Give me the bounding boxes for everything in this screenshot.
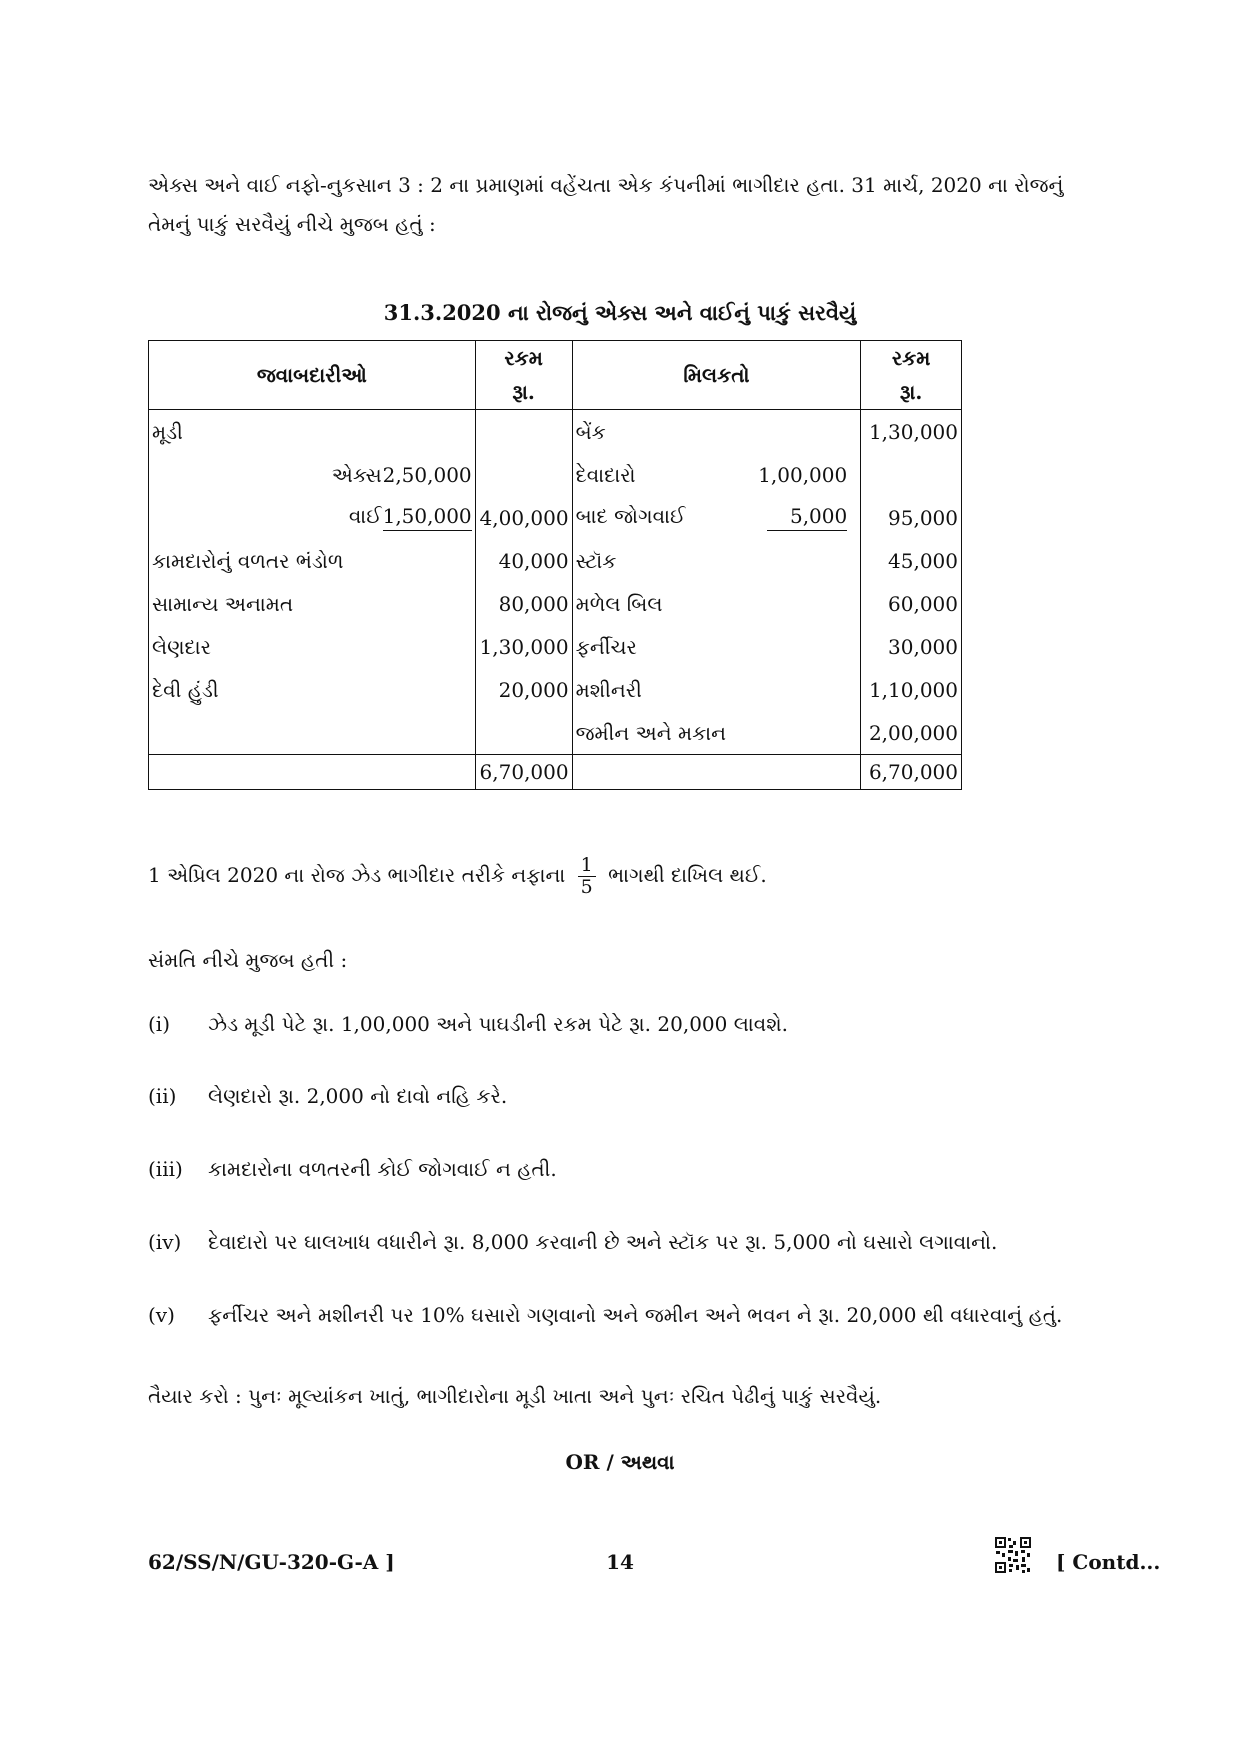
asset-amount: 45,000 — [861, 539, 962, 582]
table-row — [149, 496, 962, 539]
asset-label: ફર્નીચર — [572, 625, 861, 668]
assets-header: મિલકતો — [572, 341, 861, 410]
qr-code-icon — [994, 1536, 1032, 1574]
totals-row — [149, 755, 962, 790]
total-assets: 6,70,000 — [861, 755, 962, 790]
page-number: 14 — [606, 1550, 634, 1574]
list-item — [148, 1157, 557, 1181]
table-row — [149, 453, 962, 496]
bank-label: બેંક — [572, 410, 861, 454]
header-row — [149, 341, 962, 410]
liability-amount: 1,30,000 — [475, 625, 572, 668]
amount-header-bottom: રૂા. — [899, 380, 923, 404]
liabilities-header: જવાબદારીઓ — [149, 341, 476, 410]
item-number: (ii) — [148, 1084, 177, 1108]
table-row — [149, 582, 962, 625]
capital-label: મૂડી — [149, 410, 476, 454]
provision-amount: 5,000 — [767, 504, 847, 531]
item-number: (iii) — [148, 1157, 183, 1181]
agreement-heading: સંમતિ નીચે મુજબ હતી : — [148, 948, 348, 972]
asset-amount: 30,000 — [861, 625, 962, 668]
amount-header-top: રકમ — [891, 346, 931, 370]
item-number: (v) — [148, 1303, 175, 1327]
table-row — [149, 711, 962, 755]
liability-label: લેણદાર — [149, 625, 476, 668]
amount-header-top: રકમ — [504, 346, 543, 370]
item-text: કામદારોના વળતરની કોઈ જોગવાઈ ન હતી. — [208, 1157, 557, 1181]
admission-text-before: 1 એપ્રિલ 2020 ના રોજ ઝેડ ભાગીદાર તરીકે નફાના — [148, 862, 566, 887]
continued-note: [ Contd... — [1056, 1550, 1161, 1574]
asset-amount: 1,10,000 — [861, 668, 962, 711]
asset-label: મળેલ બિલ — [572, 582, 861, 625]
provision-label: બાદ જોગવાઈ — [575, 504, 686, 528]
table-row — [149, 410, 962, 454]
capital-total: 4,00,000 — [475, 496, 572, 539]
admission-text-after: ભાગથી દાખિલ થઈ. — [608, 862, 767, 887]
amount-header-bottom: રૂા. — [512, 380, 535, 404]
paper-code: 62/SS/N/GU-320-G-A ] — [148, 1550, 395, 1574]
x-capital-label: એક્સ — [331, 462, 382, 487]
or-separator: OR / અથવા — [565, 1450, 675, 1474]
y-capital-label: વાઈ — [348, 504, 382, 528]
list-item — [148, 1303, 1062, 1327]
item-number: (iv) — [148, 1230, 182, 1254]
item-text: ફર્નીચર અને મશીનરી પર 10% ઘસારો ગણવાનો અને જમીન અને ભવન ને રૂા. 20,000 થી વધારવાનું હતું. — [208, 1303, 1063, 1327]
list-item — [148, 1084, 507, 1108]
item-text: દેવાદારો પર ઘાલખાધ વધારીને રૂા. 8,000 કરવાની છે અને સ્ટૉક પર રૂા. 5,000 નો ઘસારો લગાવાનો. — [208, 1230, 998, 1254]
item-number: (i) — [148, 1012, 171, 1036]
table-row — [149, 539, 962, 582]
table-row — [149, 625, 962, 668]
liability-label: કામદારોનું વળતર ભંડોળ — [149, 539, 476, 582]
amount-header-right — [861, 341, 962, 410]
intro-paragraph: એક્સ અને વાઈ નફો-નુકસાન 3 : 2 ના પ્રમાણમાં વહેંચતા એક કંપનીમાં ભાગીદાર હતા. 31 માર્ચ, 2020 ના રોજનું તેમનું પાકું સરવૈયું નીચે મુજબ હતું : — [148, 173, 1064, 236]
debtors-label: દેવાદારો — [575, 462, 636, 487]
list-item — [148, 1230, 997, 1254]
liability-amount: 40,000 — [475, 539, 572, 582]
fraction-numerator: 1 — [578, 855, 596, 877]
asset-label: જમીન અને મકાન — [572, 711, 861, 755]
amount-header-left — [475, 341, 572, 410]
x-capital-amount: 2,50,000 — [382, 462, 472, 487]
asset-amount: 2,00,000 — [861, 711, 962, 755]
debtors-net-amount: 95,000 — [861, 496, 962, 539]
total-liabilities: 6,70,000 — [475, 755, 572, 790]
table-row — [149, 668, 962, 711]
list-item — [148, 1012, 788, 1036]
bank-amount: 1,30,000 — [861, 410, 962, 454]
fraction-denominator: 5 — [580, 875, 593, 898]
liability-label: સામાન્ય અનામત — [149, 582, 476, 625]
liability-amount: 20,000 — [475, 668, 572, 711]
asset-label: સ્ટૉક — [572, 539, 861, 582]
y-capital-amount: 1,50,000 — [383, 504, 472, 531]
liability-label: દેવી હુંડી — [149, 668, 476, 711]
balance-sheet-table — [148, 340, 962, 790]
admission-line — [148, 855, 767, 898]
prepare-instruction: તૈયાર કરો : પુનઃ મૂલ્યાંકન ખાતું, ભાગીદારોના મૂડી ખાતા અને પુનઃ રચિત પેઢીનું પાકું સરવૈયું. — [148, 1384, 882, 1408]
share-fraction — [578, 855, 596, 898]
debtors-amount: 1,00,000 — [758, 462, 848, 487]
item-text: ઝેડ મૂડી પેટે રૂા. 1,00,000 અને પાઘડીની રકમ પેટે રૂા. 20,000 લાવશે. — [208, 1012, 788, 1036]
asset-label: મશીનરી — [572, 668, 861, 711]
liability-amount: 80,000 — [475, 582, 572, 625]
balance-sheet-title: 31.3.2020 ના રોજનું એક્સ અને વાઈનું પાકું સરવૈયું — [383, 300, 857, 325]
asset-amount: 60,000 — [861, 582, 962, 625]
item-text: લેણદારો રૂા. 2,000 નો દાવો નહિ કરે. — [208, 1084, 508, 1108]
